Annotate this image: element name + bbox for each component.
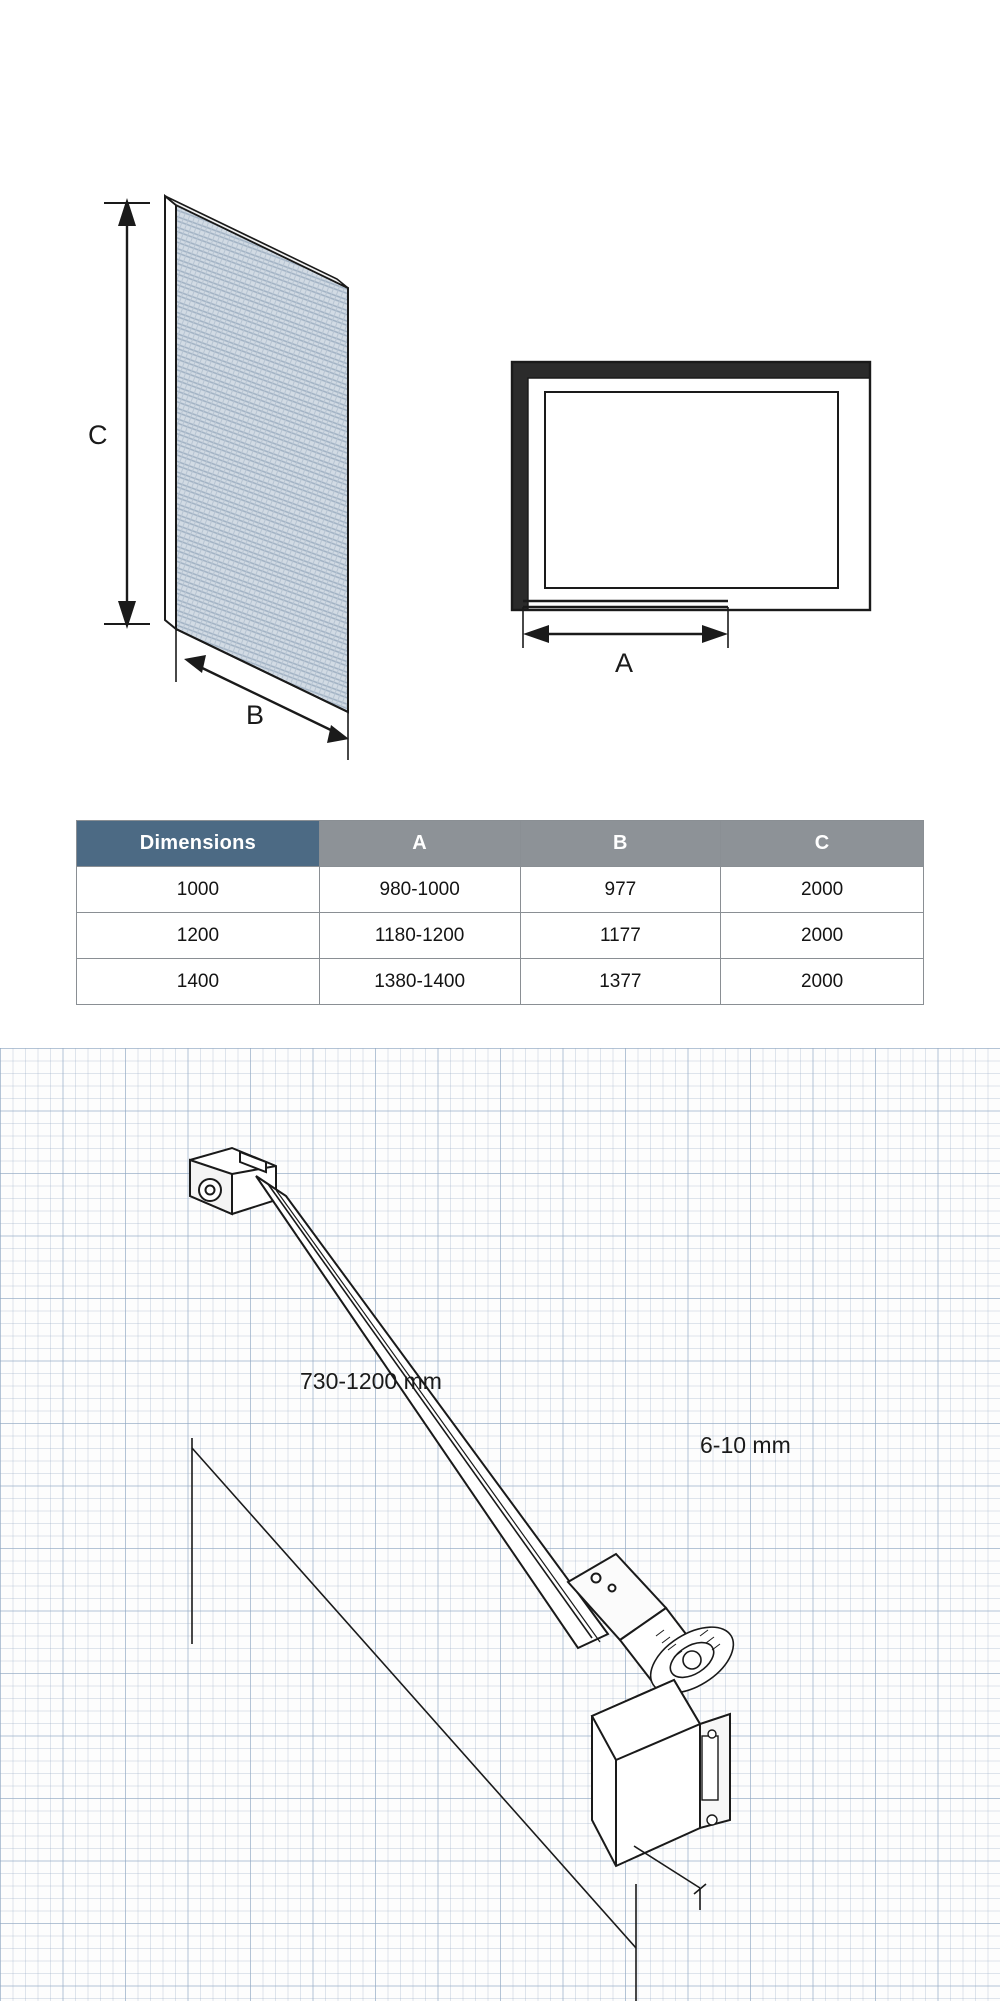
glass-clamp bbox=[592, 1680, 730, 1866]
table-row bbox=[77, 959, 924, 1005]
table-cell: 2000 bbox=[721, 867, 924, 913]
table-header-row bbox=[77, 821, 924, 867]
glass-pane bbox=[176, 205, 348, 712]
table-cell: 980-1000 bbox=[319, 867, 520, 913]
label-a: A bbox=[615, 648, 634, 678]
table-cell: 1377 bbox=[520, 959, 721, 1005]
table-header-b: B bbox=[520, 821, 721, 867]
dimensions-table bbox=[76, 820, 924, 1005]
table-header-a: A bbox=[319, 821, 520, 867]
dimension-length bbox=[192, 1438, 636, 2001]
label-b: B bbox=[246, 700, 265, 730]
label-glass-thickness: 6-10 mm bbox=[700, 1432, 791, 1458]
table-cell: 1200 bbox=[77, 913, 320, 959]
table-cell: 2000 bbox=[721, 959, 924, 1005]
table-row bbox=[77, 913, 924, 959]
dimension-thickness bbox=[634, 1846, 706, 1910]
dimension-c-arrow bbox=[104, 198, 150, 629]
table-cell: 1000 bbox=[77, 867, 320, 913]
label-bar-length: 730-1200 mm bbox=[300, 1368, 442, 1394]
table-header-dimensions: Dimensions bbox=[77, 821, 320, 867]
table-cell: 2000 bbox=[721, 913, 924, 959]
support-bar-diagram bbox=[0, 1048, 1000, 2001]
table-cell: 1380-1400 bbox=[319, 959, 520, 1005]
wall-profile bbox=[165, 196, 176, 629]
label-c: C bbox=[88, 420, 108, 450]
table-header-c: C bbox=[721, 821, 924, 867]
table-row bbox=[77, 867, 924, 913]
plan-top-view bbox=[512, 362, 870, 648]
dimension-a-arrow bbox=[523, 625, 728, 643]
tray-inner bbox=[545, 392, 838, 588]
table-cell: 1180-1200 bbox=[319, 913, 520, 959]
support-bar-drawing bbox=[0, 1048, 1000, 2001]
panel-perspective-view bbox=[104, 196, 349, 760]
support-bar-body bbox=[256, 1176, 712, 1702]
table-cell: 977 bbox=[520, 867, 721, 913]
table-cell: 1400 bbox=[77, 959, 320, 1005]
table-cell: 1177 bbox=[520, 913, 721, 959]
shower-panel-diagram bbox=[0, 0, 1000, 820]
